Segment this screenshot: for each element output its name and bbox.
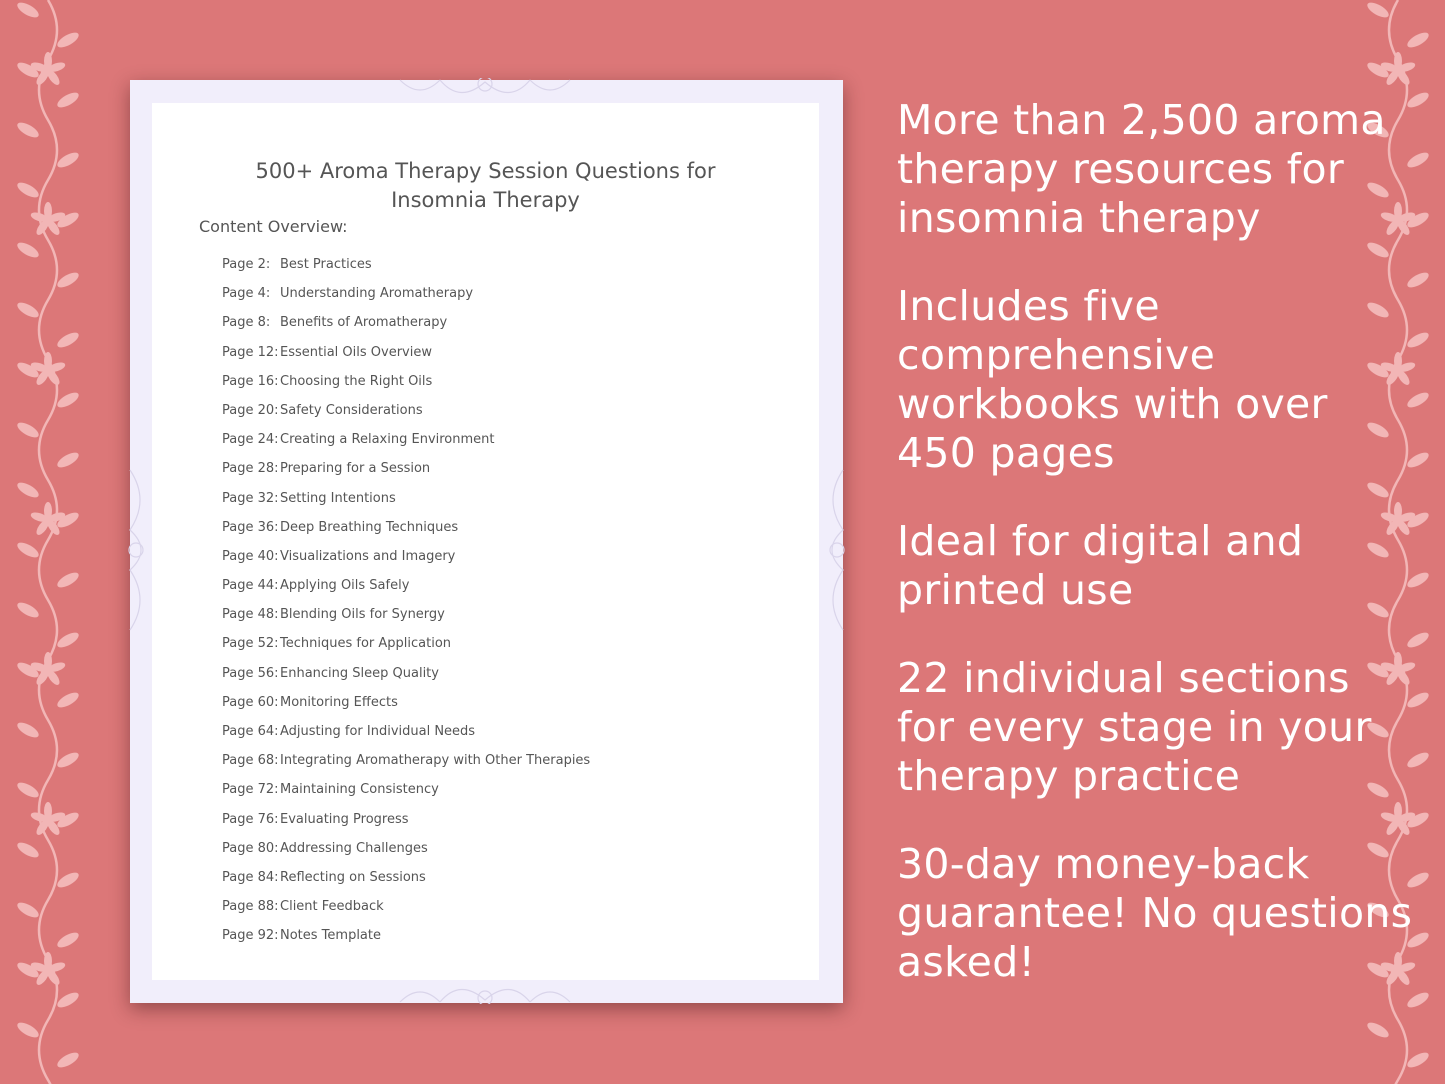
toc-page-number: Page 52: [222, 636, 279, 652]
mandala-icon [128, 460, 154, 640]
toc-section-title: Creating a Relaxing Environment [280, 432, 495, 448]
toc-page-number: Page 56: [222, 665, 279, 681]
toc-page-number: Page 88: [222, 899, 279, 915]
mandala-icon [380, 978, 590, 1004]
toc-section-title: Setting Intentions [280, 490, 396, 506]
toc-entry [222, 284, 590, 313]
toc-section-title: Deep Breathing Techniques [280, 519, 459, 535]
feature-list [897, 96, 1417, 1026]
toc-entry [222, 430, 590, 459]
toc-entry [222, 401, 590, 430]
mandala-icon [380, 78, 590, 104]
toc-entry [222, 547, 590, 576]
toc-section-title: Addressing Challenges [280, 840, 428, 856]
table-of-contents [222, 255, 590, 956]
toc-section-title: Maintaining Consistency [280, 782, 439, 798]
toc-entry [222, 810, 590, 839]
document-title-line: 500+ Aroma Therapy Session Questions for [255, 159, 716, 183]
toc-section-title: Enhancing Sleep Quality [280, 665, 439, 681]
toc-entry [222, 926, 590, 955]
toc-page-number: Page 20: [222, 402, 279, 418]
document-title-line: Insomnia Therapy [391, 188, 580, 212]
toc-page-number: Page 72: [222, 782, 279, 798]
feature-item: Includes five comprehensive workbooks with over 450 pages [897, 282, 1328, 477]
toc-page-number: Page 64: [222, 724, 279, 739]
toc-section-title: Applying Oils Safely [280, 578, 410, 594]
toc-page-number: Page 32: [222, 490, 279, 506]
toc-entry [222, 722, 590, 751]
toc-entry [222, 605, 590, 634]
toc-entry [222, 897, 590, 926]
toc-entry [222, 693, 590, 722]
toc-section-title: Client Feedback [280, 899, 384, 915]
toc-page-number: Page 76: [222, 811, 279, 827]
feature-item: More than 2,500 aroma therapy resources for insomnia therapy [897, 96, 1386, 242]
feature-item: 30-day money-back guarantee! No questions asked! [897, 840, 1413, 986]
toc-section-title: Integrating Aromatherapy with Other Therapies [280, 753, 591, 769]
document-title [152, 157, 819, 215]
toc-page-number: Page 40: [222, 548, 279, 564]
toc-section-title: Benefits of Aromatherapy [280, 315, 448, 331]
toc-page-number: Page 4: [222, 286, 271, 302]
toc-page-number: Page 68: [222, 753, 279, 769]
feature-item: 22 individual sections for every stage in your therapy practice [897, 654, 1372, 800]
toc-entry [222, 780, 590, 809]
toc-section-title: Preparing for a Session [280, 461, 431, 477]
toc-entry [222, 343, 590, 372]
toc-section-title: Visualizations and Imagery [280, 548, 456, 564]
toc-entry [222, 255, 590, 284]
toc-page-number: Page 44: [222, 578, 279, 594]
toc-page-number: Page 28: [222, 461, 279, 477]
toc-entry [222, 459, 590, 488]
toc-entry [222, 751, 590, 780]
toc-page-number: Page 92: [222, 928, 279, 944]
toc-section-title: Essential Oils Overview [280, 344, 432, 360]
toc-section-title: Reflecting on Sessions [280, 869, 426, 885]
toc-page-number: Page 24: [222, 432, 279, 448]
document-preview [130, 80, 843, 1003]
toc-page-number: Page 84: [222, 869, 279, 885]
toc-section-title: Techniques for Application [280, 636, 452, 652]
toc-section-title: Blending Oils for Synergy [280, 607, 445, 623]
toc-entry [222, 518, 590, 547]
toc-section-title: Notes Template [280, 928, 381, 944]
toc-section-title: Adjusting for Individual Needs [280, 724, 476, 739]
toc-entry [222, 634, 590, 663]
toc-page-number: Page 12: [222, 344, 279, 360]
toc-entry [222, 839, 590, 868]
toc-section-title: Evaluating Progress [280, 811, 409, 827]
content-overview-heading: Content Overview: [199, 217, 348, 236]
toc-page-number: Page 8: [222, 315, 271, 331]
toc-entry [222, 313, 590, 342]
toc-entry [222, 576, 590, 605]
toc-entry [222, 664, 590, 693]
toc-page-number: Page 48: [222, 607, 279, 623]
toc-page-number: Page 36: [222, 519, 279, 535]
document-page [152, 103, 819, 980]
floral-vine-left-icon [0, 0, 95, 1084]
toc-section-title: Safety Considerations [280, 402, 423, 418]
toc-page-number: Page 60: [222, 694, 279, 710]
feature-item: Ideal for digital and printed use [897, 517, 1304, 614]
toc-entry [222, 489, 590, 518]
toc-entry [222, 372, 590, 401]
toc-section-title: Monitoring Effects [280, 694, 398, 710]
toc-section-title: Best Practices [280, 257, 372, 272]
toc-section-title: Choosing the Right Oils [280, 373, 433, 389]
toc-entry [222, 868, 590, 897]
toc-page-number: Page 16: [222, 373, 279, 389]
toc-page-number: Page 80: [222, 840, 279, 856]
toc-section-title: Understanding Aromatherapy [280, 286, 474, 302]
toc-page-number: Page 2: [222, 257, 271, 272]
mandala-icon [819, 460, 845, 640]
